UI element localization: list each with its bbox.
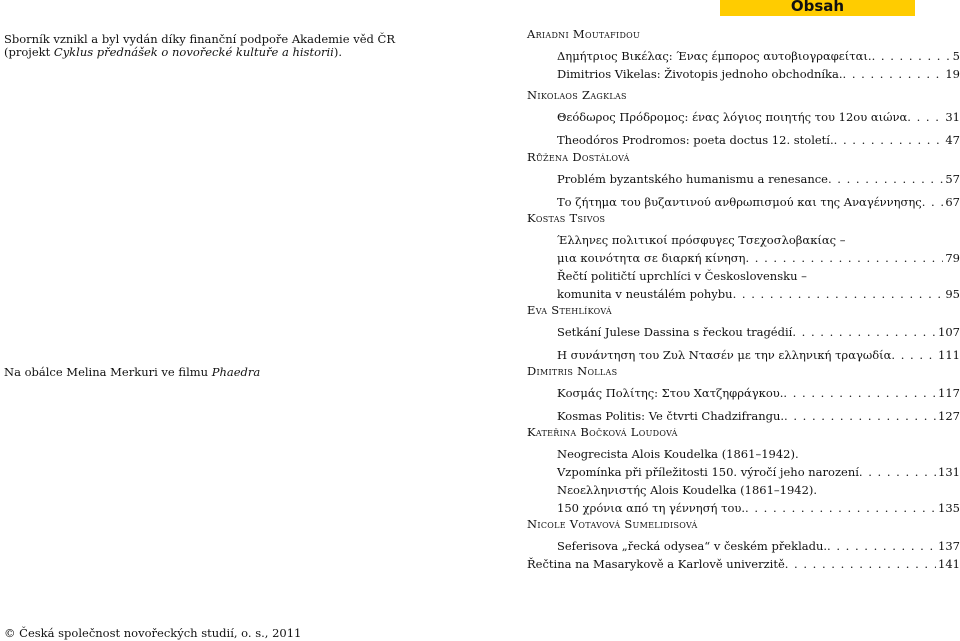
toc-section [527,150,960,218]
toc-entry[interactable]: Theodóros Prodromos: poeta doctus 12. století. . . . 47 [557,133,960,147]
toc-entry[interactable]: Έλληνες πολιτικοί πρόσφυγες Τσεχοσλοβακίας – [557,233,846,247]
toc-entry[interactable]: komunita v neustálém pohybu . . . 95 [557,287,960,301]
toc-entry[interactable]: Seferisova „řecká odysea“ v českém překladu. . . . 137 [557,539,960,553]
section-author: Nikolaos Zagklas [527,88,627,102]
toc-entry[interactable]: Θεόδωρος Πρόδρομος: ένας λόγιος ποιητής του 12ου αιώνα . . . 31 [557,110,960,124]
ack-line-2: (projekt Cyklus přednášek o novořecké kultuře a historii). [4,45,343,59]
section-author: Eva Stehlíková [527,303,612,317]
toc-entry[interactable]: Kosmas Politis: Ve čtvrti Chadzifrangu. . . . 127 [557,409,960,423]
toc-entry[interactable]: Το ζήτημα του βυζαντινού ανθρωπισμού και της Αναγέννησης . . . 67 [557,195,960,209]
left-column [4,0,494,641]
toc-entry[interactable]: Dimitrios Vikelas: Životopis jednoho obchodníka. . . . 19 [557,67,960,81]
toc-section [527,364,960,432]
toc-section [527,303,960,371]
section-author: Kostas Tsivos [527,211,606,225]
toc-entry[interactable]: Problém byzantského humanismu a renesance . . . 57 [557,172,960,186]
acknowledgement-note [4,33,395,59]
toc-section [527,517,960,562]
toc-section [527,211,960,310]
ack-line-1: Sborník vznikl a byl vydán díky finanční podpoře Akademie věd ČR [4,32,395,46]
toc-entry[interactable]: Vzpomínka při příležitosti 150. výročí jeho narození . . . 131 [557,465,960,479]
toc-entry[interactable]: Setkání Julese Dassina s řeckou tragédií . . . 107 [557,325,960,339]
toc-entry[interactable]: Neogrecista Alois Koudelka (1861–1942). [557,447,799,461]
toc-title-banner [720,0,915,16]
cover-note: Na obálce Melina Merkuri ve filmu Phaedra [4,365,261,379]
toc-entry[interactable]: Η συνάντηση του Ζυλ Ντασέν με την ελληνική τραγωδία . . . 111 [557,348,960,362]
toc-entry[interactable]: Κοσμάς Πολίτης: Στου Χατζηφράγκου. . . . 117 [557,386,960,400]
toc-section [527,27,960,90]
section-author: Dimitris Nollas [527,364,618,378]
toc-section [527,557,960,580]
section-author: Růžena Dostálová [527,150,630,164]
copyright-note: © Česká společnost novořeckých studií, o. s., 2011 [4,626,302,640]
toc-section [527,88,960,156]
toc-section [527,425,960,524]
section-author: Kateřina Bočková Loudová [527,425,678,439]
section-author: Ariadni Moutafidou [527,27,641,41]
toc-title: Obsah [790,0,845,15]
section-author: Nicole Votavová Sumelidisová [527,517,698,531]
toc-entry[interactable]: Řečtí političtí uprchlíci v Československu – [557,269,807,283]
toc-entry[interactable]: Δημήτριος Βικέλας: Ένας έμπορος αυτοβιογραφείται. . . . 5 [557,49,960,63]
toc-entry[interactable]: Řečtina na Masarykově a Karlově univerzitě . . . 141 [527,557,960,571]
toc-entry[interactable]: Νεοελληνιστής Alois Koudelka (1861–1942). [557,483,818,497]
toc-entry[interactable]: 150 χρόνια από τη γέννησή του. . . . 135 [557,501,960,515]
toc-entry[interactable]: μια κοινότητα σε διαρκή κίνηση . . . 79 [557,251,960,265]
table-of-contents [527,0,960,641]
